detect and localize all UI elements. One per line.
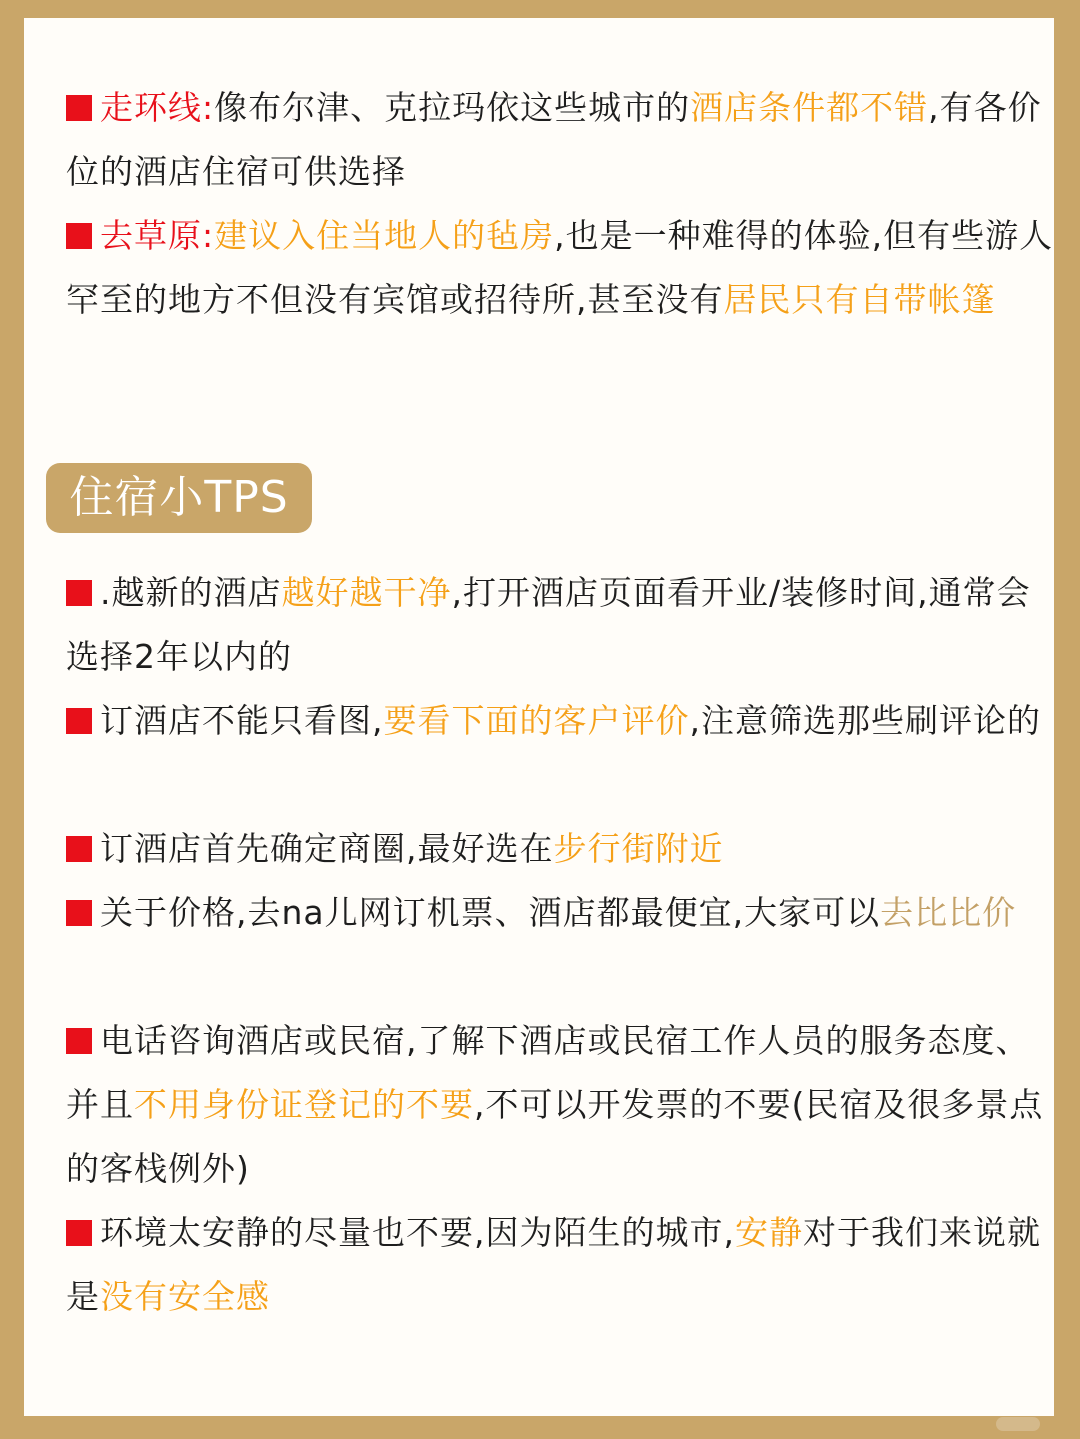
red-square-bullet-icon bbox=[66, 95, 92, 121]
tip-4-text-1: 关于价格,去na儿网订机票、酒店都最便宜,大家可以 bbox=[100, 893, 881, 932]
tip-6-text-4: 没有安全感 bbox=[100, 1277, 270, 1316]
tip-3-text-2: 步行街附近 bbox=[553, 829, 724, 868]
red-square-bullet-icon bbox=[66, 836, 92, 862]
red-square-bullet-icon bbox=[66, 1028, 92, 1054]
section1-2-text-4: 居民只有自带帐篷 bbox=[723, 280, 996, 319]
tip-paragraph-6 bbox=[66, 1201, 1056, 1329]
tip-paragraph-2 bbox=[66, 689, 1056, 753]
tip-paragraph-1 bbox=[66, 561, 1056, 689]
red-square-bullet-icon bbox=[66, 223, 92, 249]
tip-5-text-2: 不用身份证登记的不要 bbox=[134, 1085, 474, 1124]
red-square-bullet-icon bbox=[66, 708, 92, 734]
tip-1-text-1: .越新的酒店 bbox=[100, 573, 282, 612]
tip-2-text-2: 要看下面的客户评价 bbox=[383, 701, 690, 740]
section-tag-title: 住宿小TPS bbox=[46, 463, 312, 533]
tip-4-text-2: 去比比价 bbox=[880, 893, 1017, 932]
section1-2-text-1: 去草原: bbox=[100, 216, 215, 255]
tip-2-text-3: ,注意筛选那些刷评论的 bbox=[689, 701, 1041, 740]
red-square-bullet-icon bbox=[66, 1220, 92, 1246]
section1-1-text-1: 走环线: bbox=[100, 88, 215, 127]
tip-1-text-3: ,打开酒店页面看开业/装修时间,通常会选择2年以内的 bbox=[66, 573, 1031, 676]
tip-2-text-1: 订酒店不能只看图, bbox=[100, 701, 384, 740]
tip-1-text-2: 越好越干净 bbox=[281, 573, 452, 612]
red-square-bullet-icon bbox=[66, 900, 92, 926]
section1-2-text-2: 建议入住当地人的毡房 bbox=[214, 216, 555, 255]
tip-6-text-3: 对于我们来说就是 bbox=[66, 1213, 1041, 1316]
watermark bbox=[996, 1417, 1040, 1431]
tip-6-text-2: 安静 bbox=[734, 1213, 803, 1252]
section1-paragraph-2 bbox=[66, 204, 1056, 332]
tip-paragraph-3 bbox=[66, 817, 1056, 881]
tip-paragraph-5 bbox=[66, 1009, 1056, 1201]
section1-2-text-3: ,也是一种难得的体验,但有些游人罕至的地方不但没有宾馆或招待所,甚至没有 bbox=[66, 216, 1054, 319]
section1-paragraph-1 bbox=[66, 76, 1056, 204]
section1-1-text-2: 像布尔津、克拉玛依这些城市的 bbox=[214, 88, 691, 127]
tip-paragraph-4 bbox=[66, 881, 1056, 945]
tip-5-text-3: ,不可以开发票的不要(民宿及很多景点的客栈例外) bbox=[66, 1085, 1044, 1188]
red-square-bullet-icon bbox=[66, 580, 92, 606]
section1-1-text-4: ,有各价位的酒店住宿可供选择 bbox=[66, 88, 1042, 191]
content-card bbox=[24, 18, 1054, 1416]
tip-6-text-1: 环境太安静的尽量也不要,因为陌生的城市, bbox=[100, 1213, 735, 1252]
tip-5-text-1: 电话咨询酒店或民宿,了解下酒店或民宿工作人员的服务态度、并且 bbox=[66, 1021, 1030, 1124]
tip-3-text-1: 订酒店首先确定商圈,最好选在 bbox=[100, 829, 554, 868]
section1-1-text-3: 酒店条件都不错 bbox=[690, 88, 929, 127]
